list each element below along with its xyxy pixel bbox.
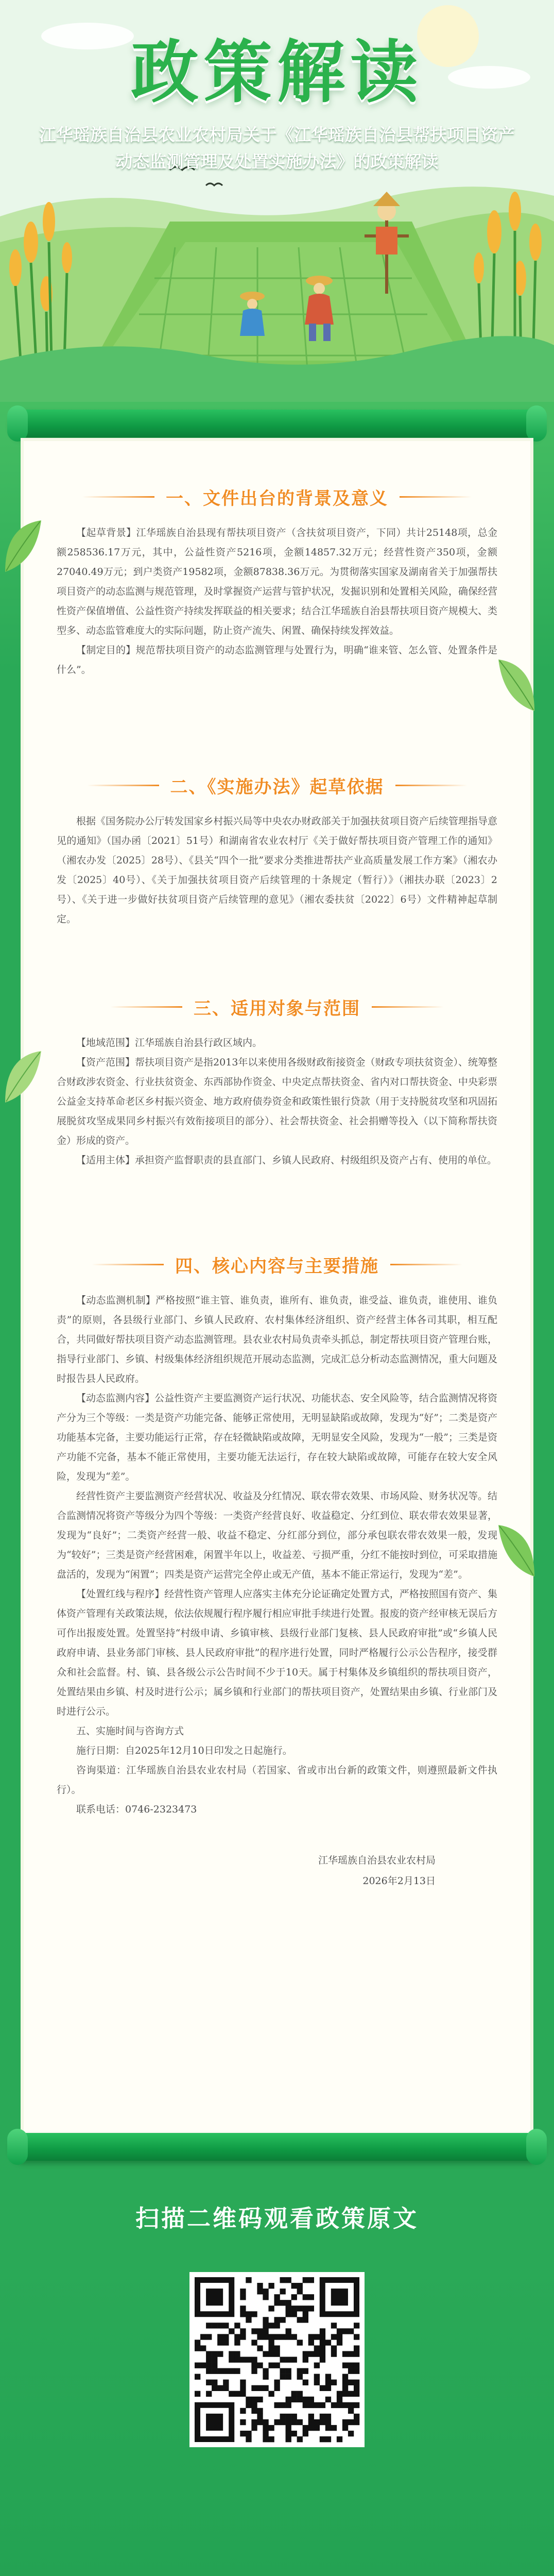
section-title-text: 三、适用对象与范围 [194, 998, 360, 1019]
signature-org: 江华瑶族自治县农业农村局 [318, 1855, 436, 1866]
paragraph: 施行日期：自2025年12月10日印发之日起施行。 [76, 1745, 292, 1756]
title-decoration [92, 1264, 164, 1265]
paragraph: 【地域范围】江华瑶族自治县行政区域内。 [76, 1037, 263, 1048]
paragraph: 【资产范围】帮扶项目资产是指2013年以来使用各级财政衔接资金（财政专项扶贫资金）、统筹整合财政涉农资金、行业扶贫资金、东西部协作资金、中央定点帮扶资金、省内对口帮扶资金、中央彩票公益金支持革命老区乡村振兴资金、地方政府债券资金和政策性银行贷款（用于支持脱贫攻坚和巩固拓展脱贫攻坚成果同乡村振兴有效衔接项目的部分）、社会帮扶资金、社会捐赠等投入（以下简称帮扶资金）形成的资产。 [57, 1057, 497, 1146]
page-subtitle: 江华瑶族自治县农业农村局关于《江华瑶族自治县帮扶项目资产动态监测管理及处置实施办法》的政策解读 [39, 125, 515, 172]
hero-banner [0, 0, 554, 402]
scan-qr-label: 扫描二维码观看政策原文 [135, 2205, 419, 2232]
paragraph: 根据《国务院办公厅转发国家乡村振兴局等中央农办财政部关于加强扶贫项目资产后续管理指导意见的通知》（国办函〔2021〕51号）和湖南省农业农村厅《关于做好帮扶项目资产管理工作的通知》（湘农办发〔2025〕28号）、《县关“四个一批”要求分类推进帮扶产业高质量发展工作方案》（湘农办发〔2025〕40号）、《关于加强扶贫项目资产后续管理的十条规定（暂行）》（湘扶办联〔2023〕2号）、《关于进一步做好扶贫项目资产后续管理的意见》（湘农委扶贫〔2022〕6号）文件精神起草制定。 [57, 816, 497, 925]
section-title [57, 484, 497, 510]
title-decoration [390, 1264, 462, 1265]
leaf-icon [493, 1520, 540, 1582]
qr-code-icon[interactable] [189, 2272, 365, 2447]
section-2 [57, 773, 497, 929]
farmer-figure [240, 292, 265, 336]
signature-date: 2026年2月13日 [362, 1875, 436, 1887]
section-title [57, 1252, 497, 1277]
scroll-roller-bottom [10, 2133, 544, 2161]
paragraph: 【起草背景】江华瑶族自治县现有帮扶项目资产（含扶贫项目资产，下同）共计25148项，总金额258536.17万元，其中，公益性资产5216项，金额14857.32万元；经营性资产350项，金额27040.49万元；到户类资产19582项，金额87838.36万元。为贯彻落实国家及湖南省关于加强帮扶项目资产的动态监测与规范管理，及时掌握资产运营与管护状况，发掘识别和处置相关风险，确保经营性资产保值增值、公益性资产持续发挥联益的相关要求；结合江华瑶族自治县帮扶项目资产规模大、类型多、动态监管难度大的实际问题，防止资产流失、闲置、确保持续发挥效益。 [57, 527, 497, 636]
title-decoration [82, 496, 154, 498]
leaf-icon [0, 515, 46, 577]
paragraph: 【处置红线与程序】经营性资产管理人应落实主体充分论证确定处置方式，严格按照国有资产、集体资产管理有关政策法规，依法依规履行程序履行相应审批手续进行处置。报废的资产经审核无误后方可作出报废处置。处置坚持“村级申请、乡镇审核、县级行业部门复核、县人民政府审批”或“乡镇人民政府申请、县业务部门审核、县人民政府审批”的程序进行处置，同时严格履行公示公告程序，接受群众和社会监督。村、镇、县各级公示公告时间不少于10天。属于村集体及乡镇组织的帮扶项目资产，处置结果由乡镇、村及时进行公示；属乡镇和行业部门的帮扶项目资产，处置结果由乡镇、行业部门及时进行公示。 [57, 1588, 497, 1717]
paragraph: 联系电话：0746-2323473 [76, 1804, 197, 1815]
paragraph: 咨询渠道：江华瑶族自治县农业农村局（若国家、省或市出台新的政策文件，则遵照最新文件执行）。 [57, 1765, 497, 1795]
section-title-text: 二、《实施办法》起草依据 [170, 777, 384, 798]
section-title-text: 四、核心内容与主要措施 [175, 1256, 379, 1277]
paragraph: 【制定目的】规范帮扶项目资产的动态监测管理与处置行为，明确“谁来管、怎么管、处置条件是什么”。 [57, 645, 497, 675]
title-decoration [400, 496, 472, 498]
section-4 [57, 1252, 497, 1891]
paragraph: 【动态监测内容】公益性资产主要监测资产运行状况、功能状态、安全风险等，结合监测情况将资产分为三个等级：一类是资产功能完备、能够正常使用，无明显缺陷或故障，发现为“好”；二类是资产功能基本完备，主要功能运行正常，存在轻微缺陷或故障，无明显安全风险，发现为“一般”；三类是资产功能不完备，基本不能正常使用，主要功能无法运行，存在较大缺陷或故障，可能存在较大安全风险，发现为“差”。 [57, 1393, 497, 1482]
leaf-icon [493, 654, 540, 716]
paragraph: 【动态监测机制】严格按照“谁主管、谁负责，谁所有、谁负责，谁受益、谁负责，谁使用、谁负责”的原则，各县级行业部门、乡镇人民政府、农村集体经济组织、资产经营主体各司其职，相互配合，共同做好帮扶项目资产动态监测管理。县农业农村局负责牵头抓总，制定帮扶项目资产管理台账，指导行业部门、乡镇、村级集体经济组织规范开展动态监测，完成汇总分析动态监测情况，重大问题及时报告县人民政府。 [57, 1295, 497, 1384]
scroll-roller-top [10, 410, 544, 437]
paragraph: 经营性资产主要监测资产经营状况、收益及分红情况、联农带农效果、市场风险、财务状况等。结合监测情况将资产等级分为四个等级：一类资产经营良好、收益稳定、分红到位、联农带农效果显著，发现为“良好”；二类资产经营一般、收益不稳定、分红部分到位，部分承包联农带农效果一般，发现为“较好”；三类是资产经营困难，闲置半年以上，收益差、亏损严重，分红不能按时到位，可采取措施盘活的，发现为“闲置”；四类是资产运营完全停止或无产值，基本不能正常运行，发现为“差”。 [57, 1490, 497, 1580]
page-title: 政策解读 [131, 33, 423, 112]
section-3 [57, 994, 497, 1170]
title-decoration [395, 785, 468, 786]
title-decoration [372, 1006, 444, 1008]
paragraph: 五、实施时间与咨询方式 [76, 1725, 184, 1737]
section-title [57, 994, 497, 1020]
title-decoration [110, 1006, 182, 1008]
qr-code-graphic [189, 2272, 365, 2447]
section-title [57, 773, 497, 798]
document-paper [21, 438, 533, 2143]
section-title-text: 一、文件出台的背景及意义 [166, 488, 388, 509]
leaf-icon [0, 1046, 46, 1108]
paragraph: 【适用主体】承担资产监督职责的县直部门、乡镇人民政府、村级组织及资产占有、使用的单位。 [76, 1155, 497, 1166]
title-decoration [87, 785, 159, 786]
section-1 [57, 484, 497, 680]
